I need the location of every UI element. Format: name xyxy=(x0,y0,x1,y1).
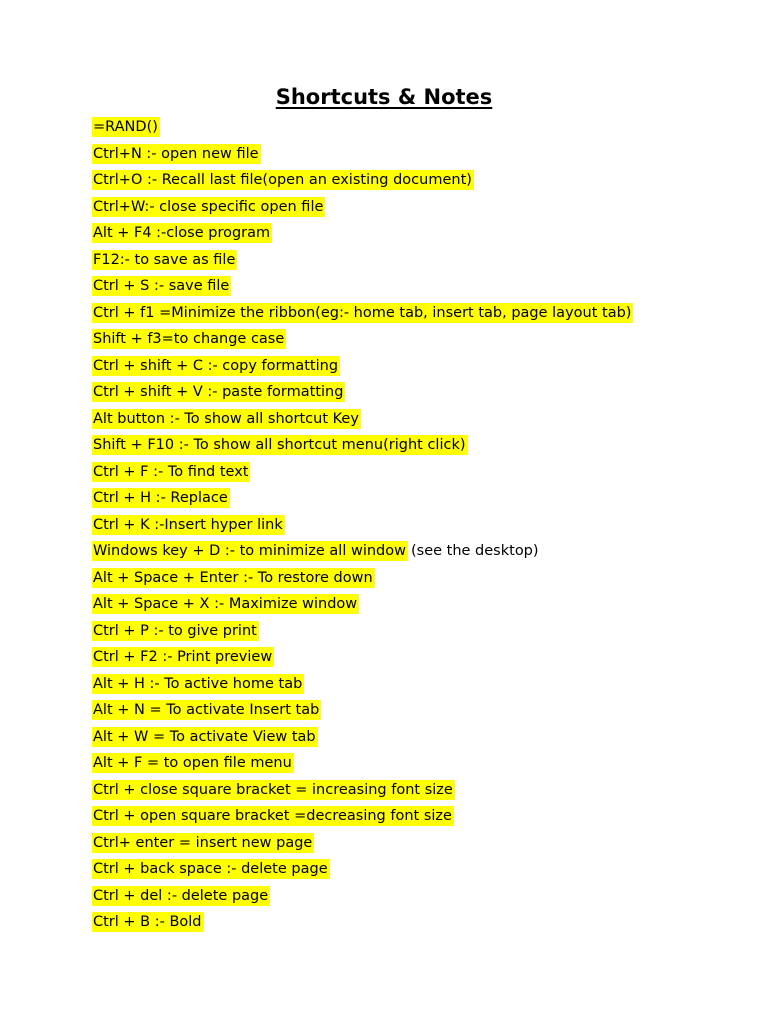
highlighted-shortcut-text: Alt + F4 :-close program xyxy=(93,225,271,241)
highlighted-shortcut-text: F12:- to save as file xyxy=(93,251,236,268)
list-item xyxy=(92,512,752,539)
highlighted-shortcut-text: Ctrl + f1 =Minimize the ribbon(eg:- home tab, insert tab, page layout tab) xyxy=(93,304,632,321)
highlighted-shortcut-text: Ctrl+ enter = insert new page xyxy=(93,834,313,851)
page-title: Shortcuts & Notes xyxy=(275,85,493,109)
list-item xyxy=(92,114,752,141)
list-item xyxy=(92,353,752,380)
list-item xyxy=(92,141,752,168)
shortcut-list xyxy=(92,114,752,936)
highlighted-shortcut-text: Ctrl + back space :- delete page xyxy=(93,861,328,877)
list-item xyxy=(92,326,752,353)
highlighted-shortcut-text: Alt + W = To activate View tab xyxy=(93,728,316,745)
highlighted-shortcut-text: Alt + H :- To active home tab xyxy=(93,675,303,692)
highlighted-shortcut-text: Ctrl + open square bracket =decreasing font size xyxy=(93,808,452,824)
list-item xyxy=(92,220,752,247)
list-item xyxy=(92,883,752,910)
highlighted-shortcut-text: Alt + F = to open file menu xyxy=(93,755,292,771)
list-item xyxy=(92,167,752,194)
highlighted-shortcut-text: Ctrl + shift + V :- paste formatting xyxy=(93,384,344,400)
list-item xyxy=(92,644,752,671)
list-item xyxy=(92,432,752,459)
list-item xyxy=(92,750,752,777)
list-item xyxy=(92,273,752,300)
highlighted-shortcut-text: Ctrl+N :- open new file xyxy=(93,145,259,162)
list-item xyxy=(92,618,752,645)
plain-note-text: (see the desktop) xyxy=(410,543,539,559)
highlighted-shortcut-text: Windows key + D :- to minimize all window xyxy=(93,543,406,559)
highlighted-shortcut-text: Shift + f3=to change case xyxy=(93,331,285,347)
highlighted-shortcut-text: Ctrl + B :- Bold xyxy=(93,914,202,930)
list-item xyxy=(92,777,752,804)
highlighted-shortcut-text: Ctrl + P :- to give print xyxy=(93,622,257,639)
list-item xyxy=(92,565,752,592)
highlighted-shortcut-text: Alt button :- To show all shortcut Key xyxy=(93,410,359,427)
highlighted-shortcut-text: Ctrl + shift + C :- copy formatting xyxy=(93,357,339,374)
highlighted-shortcut-text: Ctrl+W:- close specific open file xyxy=(93,198,324,215)
highlighted-shortcut-text: Alt + N = To activate Insert tab xyxy=(93,702,320,718)
highlighted-shortcut-text: =RAND() xyxy=(93,119,158,135)
list-item xyxy=(92,909,752,936)
list-item xyxy=(92,697,752,724)
highlighted-shortcut-text: Alt + Space + X :- Maximize window xyxy=(93,596,358,612)
list-item xyxy=(92,724,752,751)
list-item xyxy=(92,194,752,221)
highlighted-shortcut-text: Alt + Space + Enter :- To restore down xyxy=(93,569,373,586)
list-item xyxy=(92,459,752,486)
highlighted-shortcut-text: Shift + F10 :- To show all shortcut menu(right click) xyxy=(93,437,466,453)
highlighted-shortcut-text: Ctrl + K :-Insert hyper link xyxy=(93,516,283,533)
list-item xyxy=(92,247,752,274)
list-item xyxy=(92,671,752,698)
list-item xyxy=(92,538,752,565)
highlighted-shortcut-text: Ctrl + F2 :- Print preview xyxy=(93,649,273,665)
highlighted-shortcut-text: Ctrl + H :- Replace xyxy=(93,490,228,506)
list-item xyxy=(92,485,752,512)
list-item xyxy=(92,830,752,857)
list-item xyxy=(92,591,752,618)
highlighted-shortcut-text: Ctrl + close square bracket = increasing font size xyxy=(93,781,453,798)
highlighted-shortcut-text: Ctrl + S :- save file xyxy=(93,278,230,294)
highlighted-shortcut-text: Ctrl + del :- delete page xyxy=(93,887,269,904)
list-item xyxy=(92,803,752,830)
highlighted-shortcut-text: Ctrl + F :- To find text xyxy=(93,463,249,480)
list-item xyxy=(92,300,752,327)
list-item xyxy=(92,379,752,406)
list-item xyxy=(92,406,752,433)
list-item xyxy=(92,856,752,883)
highlighted-shortcut-text: Ctrl+O :- Recall last file(open an existing document) xyxy=(93,172,472,188)
